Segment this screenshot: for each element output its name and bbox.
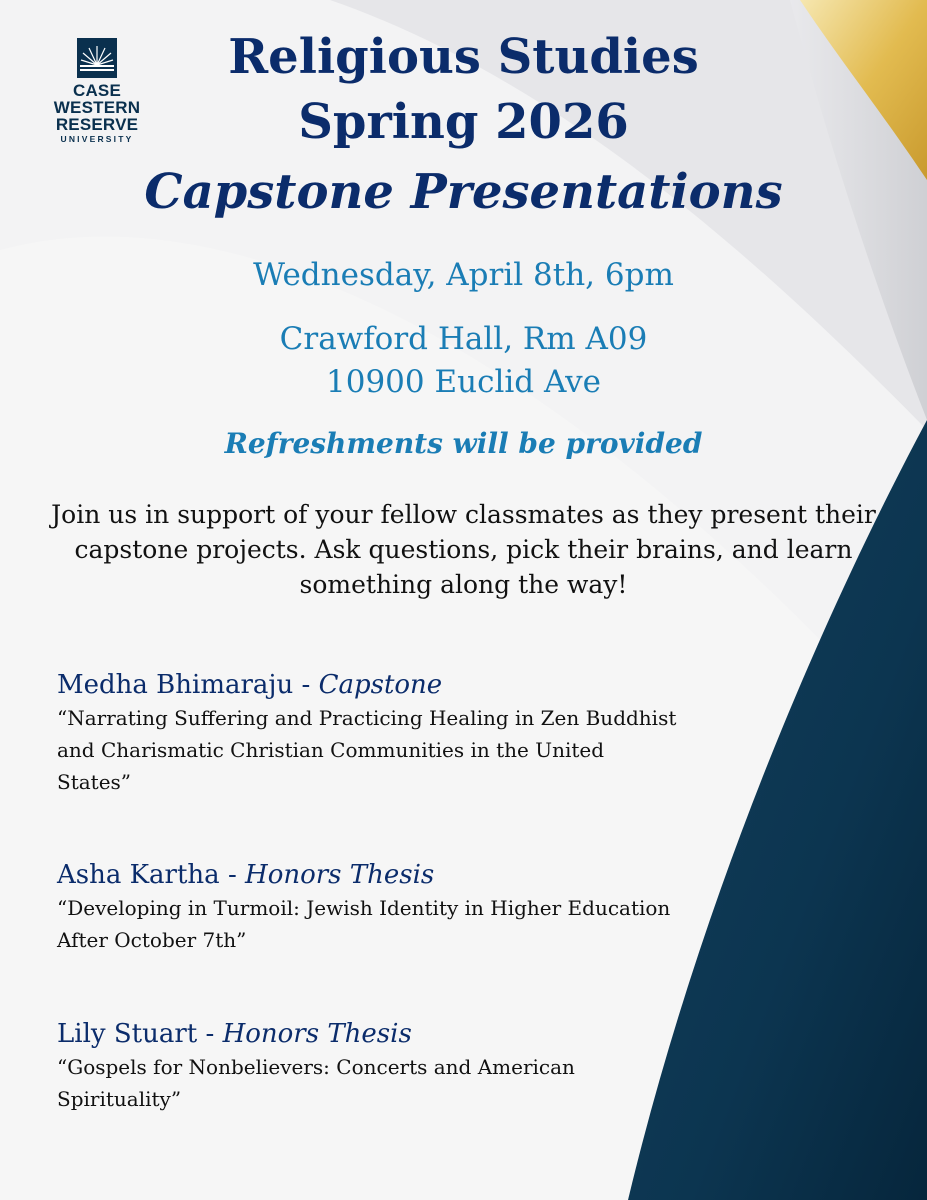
logo-text-western: WESTERN — [53, 98, 141, 117]
presenter-separator: - — [197, 1019, 223, 1049]
refreshments-note: Refreshments will be provided — [224, 427, 703, 460]
title-event: Capstone Presentations — [144, 164, 783, 220]
presenter-name: Asha Kartha — [57, 860, 220, 890]
intro-paragraph: Join us in support of your fellow classmates as they present their capstone projects. Ask questions, pick their brains, and learn something along the way! — [51, 500, 876, 599]
presentation-title: “Developing in Turmoil: Jewish Identity in Higher Education After October 7th” — [57, 896, 671, 952]
presenter-entry — [57, 668, 677, 798]
presenter-heading — [57, 1017, 677, 1051]
presentation-type: Honors Thesis — [245, 860, 435, 890]
presenter-entry — [57, 858, 677, 956]
presentation-type: Honors Thesis — [222, 1019, 412, 1049]
presenter-heading — [57, 668, 677, 702]
event-date-time: Wednesday, April 8th, 6pm — [253, 257, 674, 293]
title-department: Religious Studies — [228, 29, 699, 85]
presenter-name: Medha Bhimaraju — [57, 670, 294, 700]
logo-text-university: UNIVERSITY — [60, 134, 134, 144]
event-location-building: Crawford Hall, Rm A09 — [279, 321, 648, 357]
presenter-heading — [57, 858, 677, 892]
presenter-name: Lily Stuart — [57, 1019, 198, 1049]
presentation-title: “Narrating Suffering and Practicing Healing in Zen Buddhist and Charismatic Christian Communities in the United States” — [57, 706, 677, 794]
logo-text-case: CASE — [72, 81, 122, 100]
event-location-address: 10900 Euclid Ave — [326, 364, 601, 400]
presenter-separator: - — [293, 670, 319, 700]
title-semester: Spring 2026 — [298, 94, 629, 150]
logo-text-reserve: RESERVE — [55, 115, 139, 134]
presentation-title: “Gospels for Nonbelievers: Concerts and American Spirituality” — [57, 1055, 575, 1111]
presentation-type: Capstone — [318, 670, 443, 700]
presenter-separator: - — [219, 860, 246, 890]
presenter-entry — [57, 1017, 677, 1115]
